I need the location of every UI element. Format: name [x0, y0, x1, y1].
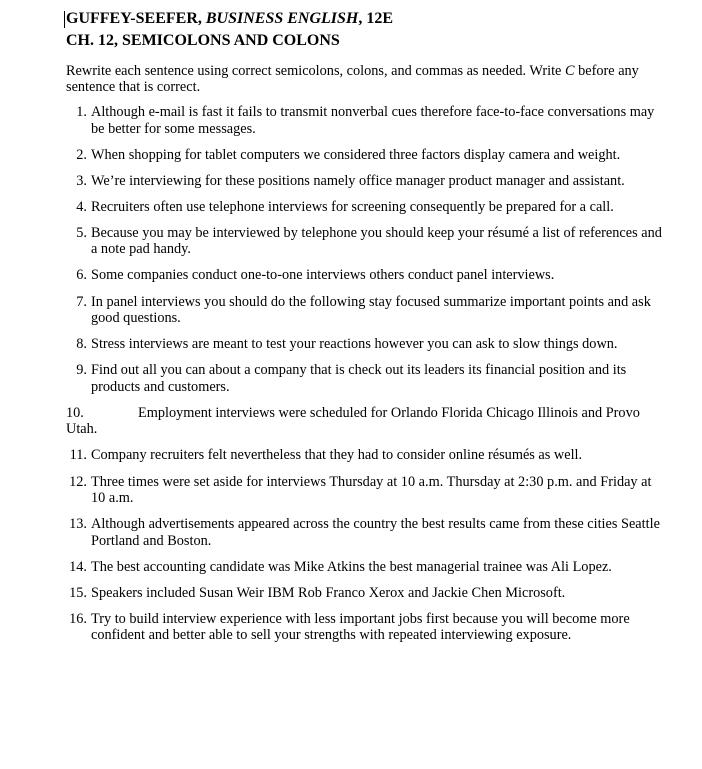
- list-item: [66, 362, 666, 395]
- item-text: Find out all you can about a company that is check out its leaders its financial position and its products and customers.: [91, 362, 627, 395]
- item-number: 9.: [76, 362, 87, 379]
- item-text: We’re interviewing for these positions namely office manager product manager and assistant.: [91, 172, 625, 189]
- item-text: When shopping for tablet computers we considered three factors display camera and weight.: [91, 146, 621, 163]
- instructions-text-before: Rewrite each sentence using correct semicolons, colons, and commas as needed. Write: [66, 63, 565, 79]
- sentence-list: [66, 104, 666, 644]
- list-item: [66, 559, 666, 576]
- item-text: Because you may be interviewed by telephone you should keep your résumé a list of references and a note pad handy.: [91, 224, 662, 258]
- item-text: Speakers included Susan Weir IBM Rob Franco Xerox and Jackie Chen Microsoft.: [91, 584, 566, 601]
- list-item: [66, 611, 666, 644]
- list-item: [66, 199, 666, 216]
- item-text: Employment interviews were scheduled for Orlando Florida Chicago Illinois and Provo Utah.: [66, 404, 640, 438]
- list-item: [66, 336, 666, 353]
- item-text: Stress interviews are meant to test your reactions however you can ask to slow things down.: [91, 336, 618, 353]
- item-number: 7.: [76, 293, 87, 310]
- list-item: [66, 447, 666, 464]
- item-text: Recruiters often use telephone interviews for screening consequently be prepared for a call.: [91, 198, 614, 215]
- list-item: [66, 474, 666, 507]
- item-number: 11.: [69, 447, 87, 464]
- item-wrap: [66, 405, 666, 438]
- item-number: 16.: [69, 610, 87, 627]
- item-text: The best accounting candidate was Mike Atkins the best managerial trainee was Ali Lopez.: [91, 558, 612, 575]
- list-item: [66, 585, 666, 602]
- title-book: BUSINESS ENGLISH: [205, 10, 359, 27]
- item-number: 8.: [76, 336, 87, 353]
- item-number: 4.: [76, 198, 87, 215]
- list-item: [66, 173, 666, 190]
- title-edition: , 12E: [358, 10, 394, 27]
- list-item: [66, 405, 666, 438]
- list-item: [66, 516, 666, 549]
- item-number: 2.: [76, 146, 87, 163]
- title-authors: GUFFEY-SEEFER,: [66, 10, 206, 27]
- item-number: 6.: [76, 267, 87, 284]
- item-number: 3.: [76, 172, 87, 189]
- item-text: Although e-mail is fast it fails to transmit nonverbal cues therefore face-to-face conversations may be better for some messages.: [91, 104, 655, 137]
- item-number: 1.: [76, 104, 87, 120]
- text-cursor: [64, 11, 65, 28]
- item-number: 5.: [76, 224, 87, 241]
- item-number: 10.: [66, 404, 84, 421]
- item-text: Company recruiters felt nevertheless that they had to consider online résumés as well.: [91, 447, 583, 464]
- worksheet-page: [66, 8, 666, 654]
- list-item: [66, 225, 666, 258]
- list-item: [66, 147, 666, 164]
- instructions-text-after: before any sentence that is correct.: [66, 63, 639, 95]
- list-item: [66, 294, 666, 327]
- list-item: [66, 267, 666, 284]
- list-item: [66, 104, 666, 137]
- item-text: Although advertisements appeared across the country the best results came from these cities Seattle Portland and Boston.: [91, 516, 660, 549]
- instructions: [66, 63, 646, 95]
- item-text: In panel interviews you should do the following stay focused summarize important points and ask good questions.: [91, 293, 651, 327]
- item-text: Try to build interview experience with less important jobs first because you will become more confident and better able to sell your strengths with repeated interviewing exposure.: [91, 610, 630, 644]
- item-number: 12.: [69, 473, 87, 490]
- item-text: Three times were set aside for interviews Thursday at 10 a.m. Thursday at 2:30 p.m. and Friday at 10 a.m.: [91, 473, 652, 507]
- instructions-letter: C: [564, 63, 575, 79]
- chapter-heading: CH. 12, SEMICOLONS AND COLONS: [66, 32, 340, 49]
- item-text: Some companies conduct one-to-one interviews others conduct panel interviews.: [91, 267, 555, 284]
- item-number: 14.: [69, 558, 87, 575]
- worksheet-title: [66, 8, 666, 30]
- item-number: 13.: [69, 516, 87, 533]
- item-number: 15.: [69, 584, 87, 601]
